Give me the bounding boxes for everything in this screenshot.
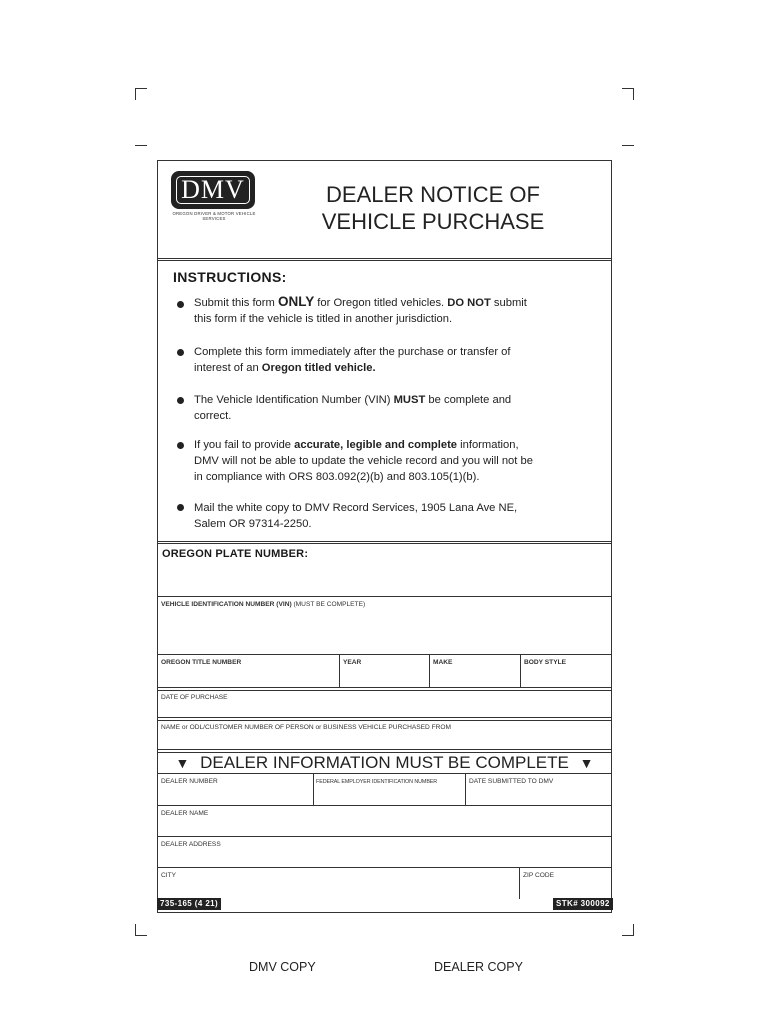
dealer-notice-form <box>157 160 612 913</box>
purchased-from-field[interactable] <box>158 720 611 750</box>
zip-code-label: ZIP CODE <box>523 872 555 879</box>
triangle-down-icon: ▼ <box>579 755 594 771</box>
instruction-text: If you fail to provide <box>194 439 295 451</box>
fein-label: FEDERAL EMPLOYER IDENTIFICATION NUMBER <box>316 779 438 785</box>
bullet-icon <box>177 301 184 308</box>
dealer-info-banner <box>158 753 611 773</box>
instruction-text: in compliance with ORS 803.092(2)(b) and 803.105(1)(b). <box>194 471 480 483</box>
year-label: YEAR <box>343 659 362 666</box>
body-style-label: BODY STYLE <box>524 659 567 666</box>
form-title <box>308 181 558 235</box>
instruction-text: Salem OR 97314-2250. <box>194 518 312 530</box>
instruction-text: Mail the white copy to DMV Record Services, 1905 Lana Ave NE, <box>194 502 518 514</box>
dealer-name-field[interactable] <box>158 806 611 836</box>
year-field[interactable] <box>340 655 429 688</box>
instruction-text: for Oregon titled vehicles. <box>314 297 448 309</box>
crop-mark-top-right <box>622 88 634 89</box>
oregon-plate-number-label: OREGON PLATE NUMBER: <box>162 548 309 560</box>
instruction-text: Submit this form <box>194 297 278 309</box>
purchased-from-label: NAME or ODL/CUSTOMER NUMBER OF PERSON or BUSINESS VEHICLE PURCHASED FROM <box>161 724 452 731</box>
instruction-emphasis: DO NOT <box>447 297 491 309</box>
instruction-text: this form if the vehicle is titled in another jurisdiction. <box>194 313 453 325</box>
dealer-address-field[interactable] <box>158 837 611 867</box>
instructions-section <box>158 261 611 544</box>
instruction-3 <box>194 392 594 424</box>
body-style-field[interactable] <box>521 655 611 688</box>
dmv-logo <box>171 171 255 209</box>
fold-mark-left <box>135 145 147 146</box>
instruction-text: Complete this form immediately after the purchase or transfer of <box>194 346 511 358</box>
oregon-plate-number-field[interactable] <box>158 544 611 596</box>
date-of-purchase-field[interactable] <box>158 690 611 719</box>
instructions-heading: INSTRUCTIONS: <box>173 269 287 285</box>
date-of-purchase-label: DATE OF PURCHASE <box>161 694 228 701</box>
copy-label-dmv: DMV COPY <box>249 960 316 974</box>
instruction-4 <box>194 437 594 485</box>
instruction-1 <box>194 294 594 327</box>
instruction-text: DMV will not be able to update the vehicle record and you will not be <box>194 455 533 467</box>
stock-number: STK# 300092 <box>553 898 613 910</box>
instruction-text: The Vehicle Identification Number (VIN) <box>194 394 394 406</box>
crop-mark-bottom-left <box>135 935 147 936</box>
fein-field[interactable] <box>314 774 465 805</box>
instruction-text: information, <box>457 439 519 451</box>
vin-label-bold: VEHICLE IDENTIFICATION NUMBER (VIN) <box>161 601 292 608</box>
copy-label-dealer: DEALER COPY <box>434 960 523 974</box>
make-label: MAKE <box>433 659 453 666</box>
form-header <box>158 161 611 261</box>
instruction-emphasis: accurate, legible and complete <box>294 439 458 451</box>
date-submitted-field[interactable] <box>466 774 611 805</box>
instruction-emphasis: ONLY <box>277 294 315 309</box>
bullet-icon <box>177 349 184 356</box>
zip-code-field[interactable] <box>520 868 611 899</box>
city-field[interactable] <box>158 868 519 899</box>
oregon-title-number-field[interactable] <box>158 655 339 688</box>
vin-field[interactable] <box>158 597 611 655</box>
form-title-line-1: DEALER NOTICE OF <box>326 182 540 207</box>
oregon-title-number-label: OREGON TITLE NUMBER <box>161 659 242 666</box>
crop-mark-bottom-right <box>622 935 634 936</box>
instruction-2 <box>194 344 594 376</box>
instruction-text: be complete and <box>425 394 512 406</box>
bullet-icon <box>177 504 184 511</box>
crop-mark-top-right <box>633 88 634 100</box>
form-title-line-2: VEHICLE PURCHASE <box>321 209 545 234</box>
instruction-emphasis: MUST <box>393 394 426 406</box>
dealer-number-label: DEALER NUMBER <box>161 778 218 785</box>
instruction-text: correct. <box>194 410 232 422</box>
date-submitted-label: DATE SUBMITTED TO DMV <box>469 778 554 785</box>
dealer-info-banner-text: DEALER INFORMATION MUST BE COMPLETE <box>200 753 569 772</box>
instruction-emphasis: Oregon titled vehicle. <box>261 362 376 374</box>
dealer-name-label: DEALER NAME <box>161 810 209 817</box>
form-number: 735-165 (4 21) <box>157 898 221 910</box>
crop-mark-top-left <box>135 88 136 100</box>
bullet-icon <box>177 397 184 404</box>
vin-label <box>158 597 611 609</box>
dmv-logo-text: DMV <box>176 176 250 204</box>
dealer-address-label: DEALER ADDRESS <box>161 841 221 848</box>
make-field[interactable] <box>430 655 520 688</box>
city-label: CITY <box>161 872 177 879</box>
fold-mark-right <box>622 145 634 146</box>
dealer-number-field[interactable] <box>158 774 313 805</box>
vin-label-note: (MUST BE COMPLETE) <box>291 601 366 608</box>
triangle-down-icon: ▼ <box>175 755 190 771</box>
instruction-5 <box>194 500 594 532</box>
crop-mark-top-left <box>135 88 147 89</box>
instruction-text: interest of an <box>194 362 262 374</box>
dmv-logo-subtext: OREGON DRIVER & MOTOR VEHICLE SERVICES <box>172 211 256 222</box>
bullet-icon <box>177 442 184 449</box>
instruction-text: submit <box>490 297 527 309</box>
